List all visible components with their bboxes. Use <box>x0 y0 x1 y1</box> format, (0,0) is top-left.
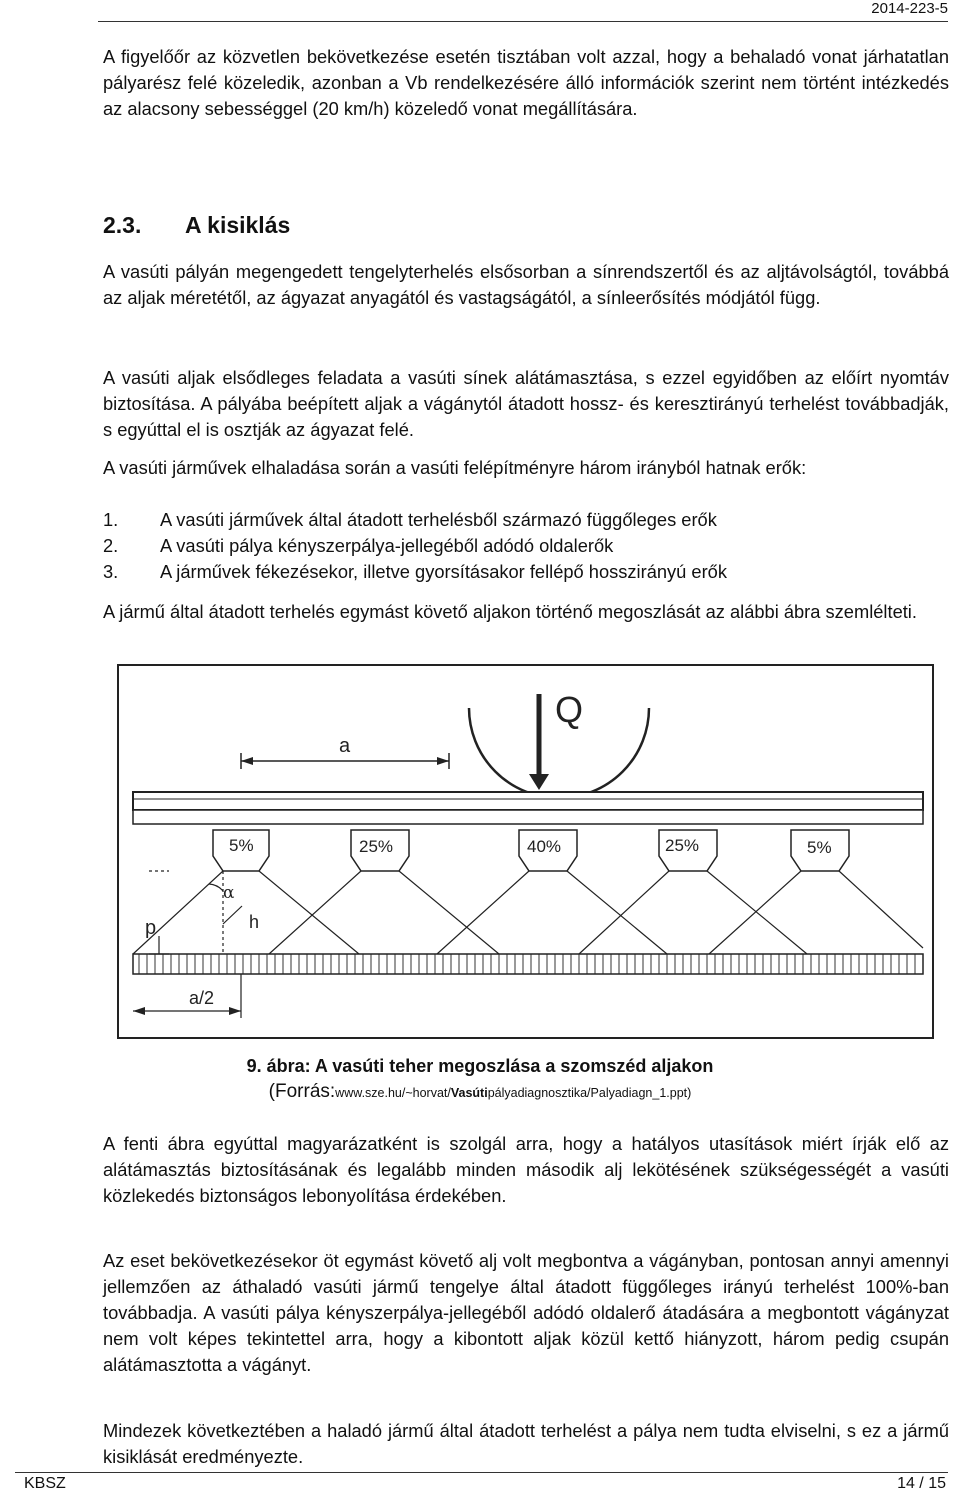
list-item <box>103 533 613 559</box>
list-number: 1. <box>103 509 119 530</box>
sleeper-share-label: 5% <box>807 838 832 857</box>
list-number: 2. <box>103 535 119 556</box>
section-number: 2.3. <box>103 212 142 238</box>
sleeper-share-label: 25% <box>665 836 700 855</box>
intro-paragraph: A figyelőőr az közvetlen bekövetkezése esetén tisztában volt azzal, hogy a behaladó vonat járhatatlan pályarész felé közeledik, azonban a Vb rendelkezésére álló információk szerint nem történt intézkedés az alacsony sebességgel (20 km/h) közeledő vonat megállítására. <box>103 46 949 119</box>
angle-label: α <box>223 883 235 903</box>
paragraph: Az eset bekövetkezésekor öt egymást követő alj volt megbontva a vágányban, pontosan annyi amennyi jellemzően az áthaladó vasúti jármű tengelye által átadott függőleges irányú terhelést 100%-ban továbbadja. A vasúti pálya kényszerpálya-jellegéből adódó oldalerő átadására a megbontott vágányzat nem volt képes tekintettel arra, hogy a kibontott aljak közül kettő hiányzott, három pedig csupán alátámasztotta a vágányt. <box>103 1250 949 1375</box>
load-distribution-figure <box>117 664 934 1039</box>
list-text: A vasúti pálya kényszerpálya-jellegéből adódó oldalerők <box>160 535 614 556</box>
document-id: 2014-223-5 <box>871 0 948 17</box>
spacing-label: a <box>339 735 351 757</box>
figure-intro-paragraph: A jármű által átadott terhelés egymást követő aljakon történő megoszlását az alábbi ábra szemlélteti. <box>103 601 917 622</box>
figure-caption-source <box>0 1081 960 1103</box>
depth-label: p <box>145 917 157 939</box>
rail <box>133 792 923 810</box>
sleeper-share-label: 40% <box>527 837 562 856</box>
paragraph: A fenti ábra egyúttal magyarázatként is szolgál arra, hogy a hatályos utasítások miért írják elő az alátámasztás biztosításának és legalább minden második alj lekötésének szükségességét a vasúti közlekedés biztonságos lebonyolítása érdekében. <box>103 1133 949 1206</box>
source-url-bold: Vasúti <box>450 1086 488 1100</box>
list-item <box>103 507 717 533</box>
list-number: 3. <box>103 561 119 582</box>
list-item <box>103 559 727 585</box>
paragraph: A vasúti járművek elhaladása során a vasúti felépítményre három irányból hatnak erők: <box>103 457 807 478</box>
paragraph: Mindezek következtében a haladó jármű által átadott terhelést a pálya nem tudta elviselni, s ez a jármű kisiklását eredményezte. <box>103 1420 949 1467</box>
load-arrowhead <box>529 774 549 790</box>
header-rule <box>98 21 948 22</box>
load-label: Q <box>555 689 584 730</box>
figure-caption-title: 9. ábra: A vasúti teher megoszlása a szomszéd aljakon <box>246 1056 714 1076</box>
subgrade-band <box>133 954 923 974</box>
section-heading <box>103 212 290 239</box>
figure-drawing <box>119 666 932 1037</box>
paragraph: A vasúti aljak elsődleges feladata a vasúti sínek alátámasztása, s ezzel egyidőben az előírt nyomtáv biztosítása. A pályába beépített aljak a vágánytól átadott hossz- és keresztirányú terhelést továbbadják, s egyúttal el is osztják az ágyazat felé. <box>103 367 949 440</box>
list-text: A járművek fékezésekor, illetve gyorsításakor fellépő hosszirányú erők <box>160 561 727 582</box>
sleeper-share-label: 25% <box>359 837 394 856</box>
list-text: A vasúti járművek által átadott terhelésből származó függőleges erők <box>160 509 717 530</box>
page-number: 14 / 15 <box>897 1475 946 1492</box>
source-prefix: (Forrás: <box>268 1081 336 1102</box>
sleeper-share-label: 5% <box>229 836 254 855</box>
height-label: h <box>249 912 260 932</box>
source-url-part: pályadiagnosztika/Palyadiagn_1.ppt) <box>487 1086 692 1100</box>
paragraph: A vasúti pályán megengedett tengelyterhelés elsősorban a sínrendszertől és az aljtávolságtól, továbbá az aljak méretétől, az ágyazat anyagától és vastagságától, a sínleerősítés módjától függ. <box>103 261 949 308</box>
footer-rule <box>15 1472 948 1473</box>
source-url-part: www.sze.hu/~horvat/ <box>335 1086 451 1100</box>
half-spacing-label: a/2 <box>189 988 215 1008</box>
section-title: A kisiklás <box>185 212 291 238</box>
footer-organization: KBSZ <box>24 1475 66 1492</box>
